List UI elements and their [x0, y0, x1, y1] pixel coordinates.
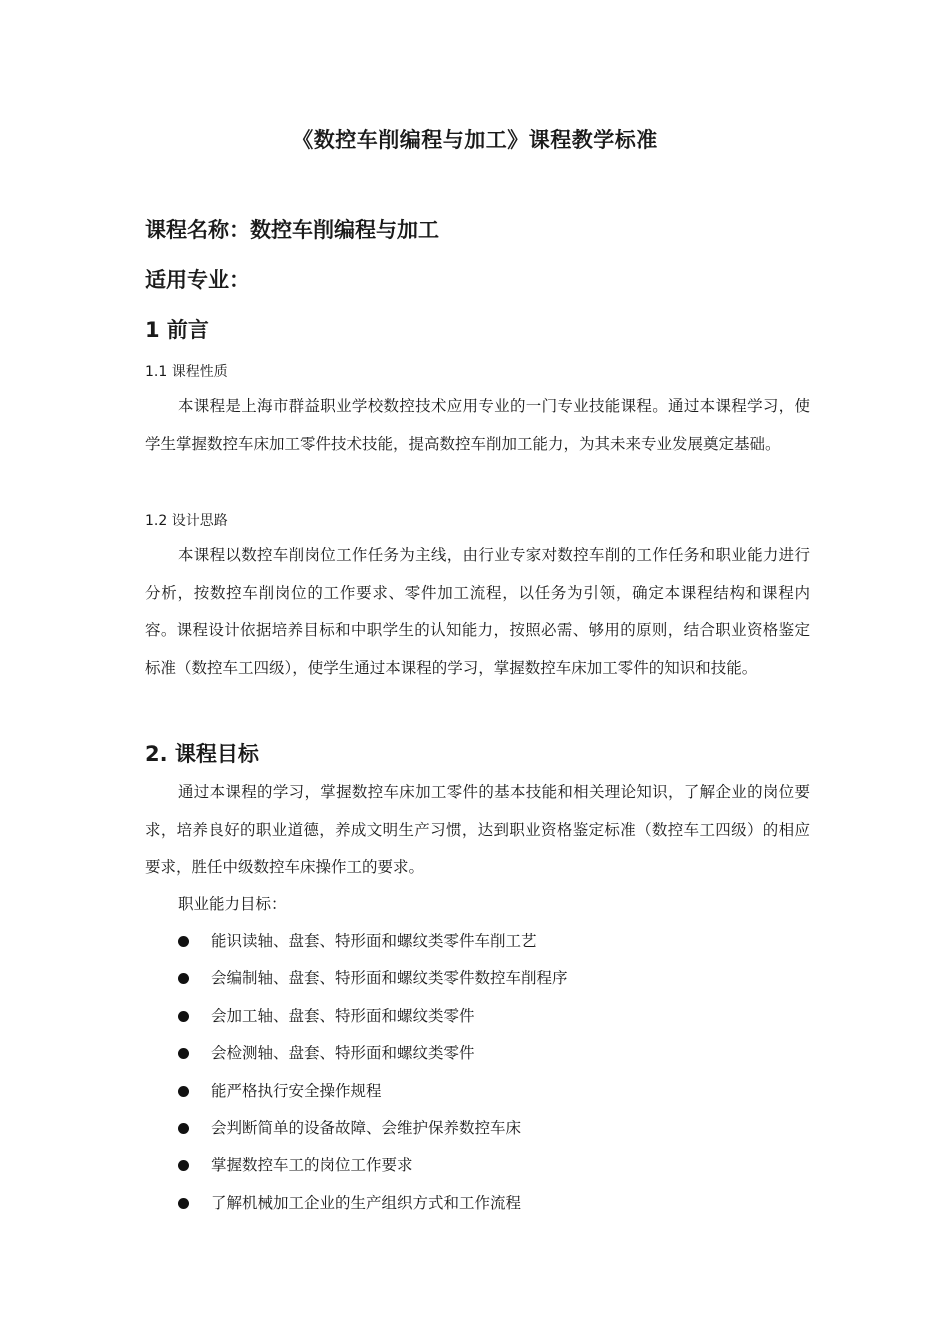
section-2-heading: 2. 课程目标 [145, 742, 259, 766]
list-item: 能识读轴、盘套、特形面和螺纹类零件车削工艺 [145, 923, 810, 960]
list-item: 能严格执行安全操作规程 [145, 1073, 810, 1110]
section-1-2-paragraph: 本课程以数控车削岗位工作任务为主线，由行业专家对数控车削的工作任务和职业能力进行分析，按数控车削岗位的工作要求、零件加工流程，以任务为引领，确定本课程结构和课程内容。课程设计依据培养目标和中职学生的认知能力，按照必需、够用的原则，结合职业资格鉴定标准（数控车工四级），使学生通过本课程的学习，掌握数控车床加工零件的知识和技能。 [145, 546, 810, 677]
career-goals-label: 职业能力目标： [178, 895, 287, 913]
list-item: 会检测轴、盘套、特形面和螺纹类零件 [145, 1035, 810, 1072]
list-item: 会编制轴、盘套、特形面和螺纹类零件数控车削程序 [145, 960, 810, 997]
list-item: 会加工轴、盘套、特形面和螺纹类零件 [145, 998, 810, 1035]
bullet-icon [178, 1011, 189, 1022]
section-2-paragraph: 通过本课程的学习，掌握数控车床加工零件的基本技能和相关理论知识，了解企业的岗位要求，培养良好的职业道德，养成文明生产习惯，达到职业资格鉴定标准（数控车工四级）的相应要求，胜任中级数控车床操作工的要求。 [145, 783, 810, 876]
bullet-icon [178, 1048, 189, 1059]
bullet-icon [178, 936, 189, 947]
bullet-icon [178, 1086, 189, 1097]
list-item: 会判断简单的设备故障、会维护保养数控车床 [145, 1110, 810, 1147]
document-title: 《数控车削编程与加工》课程教学标准 [292, 128, 658, 152]
section-1-2-heading: 1.2 设计思路 [145, 513, 228, 529]
list-item: 掌握数控车工的岗位工作要求 [145, 1147, 810, 1184]
course-name-heading: 课程名称：数控车削编程与加工 [145, 218, 439, 242]
section-1-1-paragraph: 本课程是上海市群益职业学校数控技术应用专业的一门专业技能课程。通过本课程学习，使学生掌握数控车床加工零件技术技能，提高数控车削加工能力，为其未来专业发展奠定基础。 [145, 397, 810, 453]
bullet-icon [178, 1123, 189, 1134]
career-goals-list [145, 923, 810, 1222]
bullet-icon [178, 1160, 189, 1171]
section-1-heading: 1 前言 [145, 318, 209, 342]
bullet-icon [178, 973, 189, 984]
bullet-icon [178, 1198, 189, 1209]
list-item: 了解机械加工企业的生产组织方式和工作流程 [145, 1185, 810, 1222]
section-1-1-heading: 1.1 课程性质 [145, 364, 228, 380]
applicable-major-heading: 适用专业： [145, 268, 250, 292]
